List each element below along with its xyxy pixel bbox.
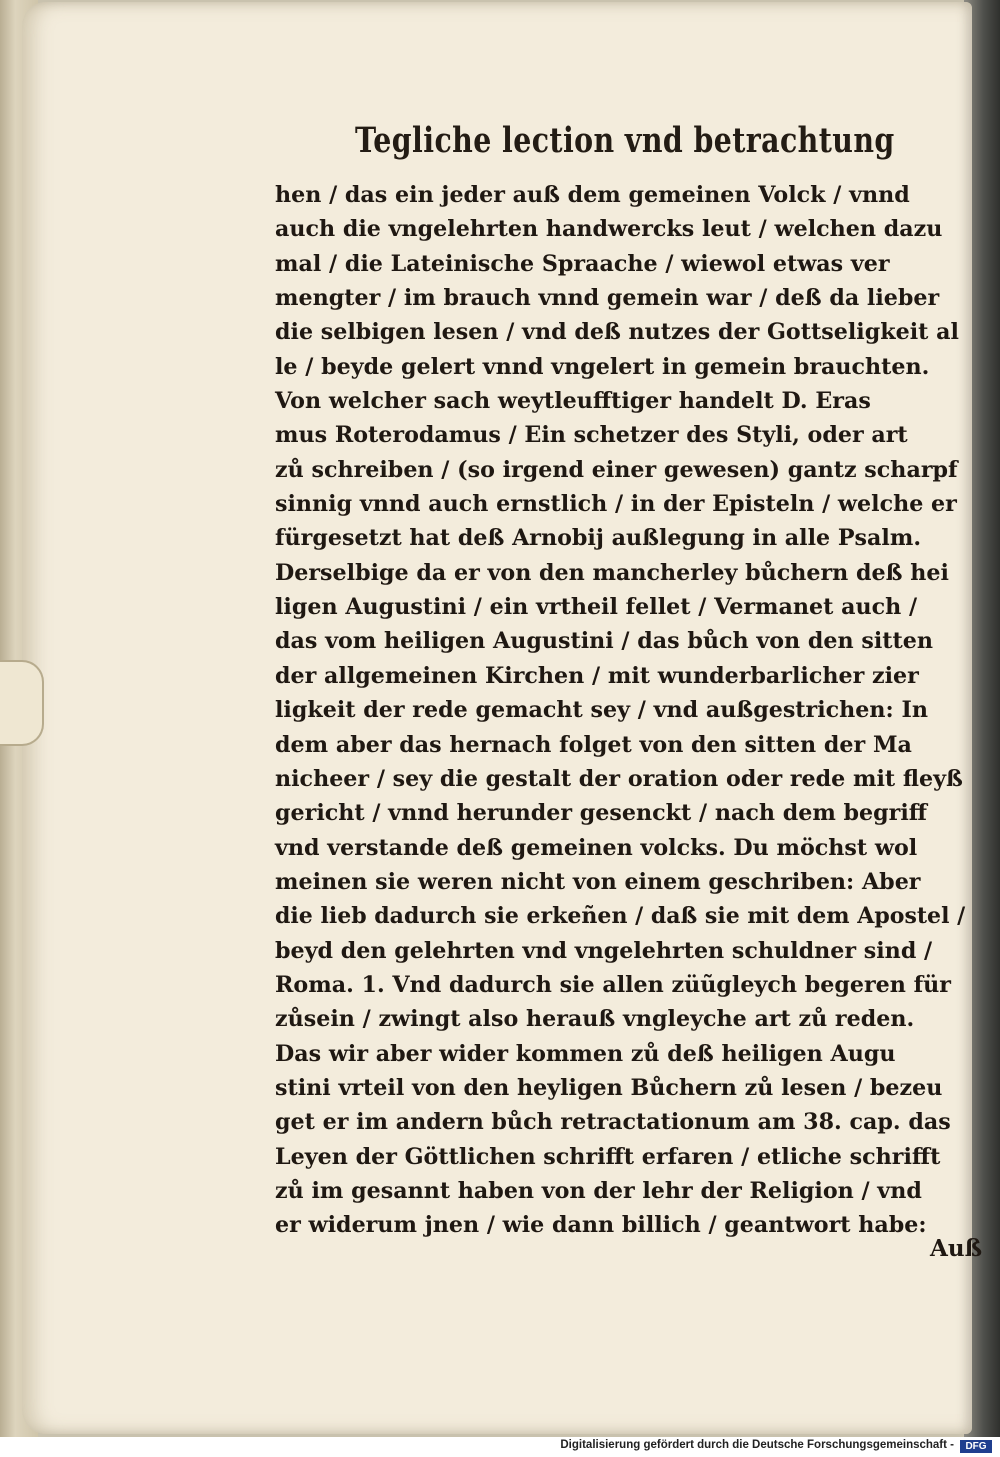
page-tab-marker bbox=[0, 660, 44, 746]
text-line: get er im andern bůch retractationum am 38. cap. das bbox=[275, 1109, 951, 1136]
text-line: zůsein / zwingt also herauß vngleyche art zů reden. bbox=[275, 1006, 915, 1033]
running-head: Tegliche lection vnd betrachtung bbox=[355, 120, 895, 161]
text-line: die selbigen lesen / vnd deß nutzes der Gottseligkeit al bbox=[275, 319, 959, 346]
text-line: meinen sie weren nicht von einem geschriben: Aber bbox=[275, 868, 921, 895]
text-line: Roma. 1. Vnd dadurch sie allen züũgleych begeren für bbox=[275, 971, 951, 998]
text-line: hen / das ein jeder auß dem gemeinen Volck / vnnd bbox=[275, 182, 910, 208]
text-line: vnd verstande deß gemeinen volcks. Du möchst wol bbox=[275, 834, 918, 861]
body-text bbox=[275, 178, 975, 1243]
text-line: beyd den gelehrten vnd vngelehrten schuldner sind / bbox=[275, 937, 933, 964]
text-line: ligen Augustini / ein vrtheil fellet / Vermanet auch / bbox=[275, 594, 918, 621]
text-line: er widerum jnen / wie dann billich / geantwort habe: bbox=[275, 1212, 927, 1239]
text-line: stini vrteil von den heyligen Bůchern zů lesen / bezeu bbox=[275, 1074, 943, 1101]
text-line: mengter / im brauch vnnd gemein war / deß da lieber bbox=[275, 285, 940, 312]
text-line: auch die vngelehrten handwercks leut / welchen dazu bbox=[275, 216, 943, 243]
text-line: ligkeit der rede gemacht sey / vnd außgestrichen: In bbox=[275, 697, 928, 724]
text-line: mus Roterodamus / Ein schetzer des Styli, oder art bbox=[275, 422, 908, 449]
text-line: zů im gesannt haben von der lehr der Religion / vnd bbox=[275, 1177, 922, 1204]
text-line: nicheer / sey die gestalt der oration oder rede mit fleyß bbox=[275, 765, 963, 792]
text-line: das vom heiligen Augustini / das bůch von den sitten bbox=[275, 628, 934, 655]
text-line: Leyen der Göttlichen schrifft erfaren / etliche schrifft bbox=[275, 1143, 941, 1170]
text-line: die lieb dadurch sie erkeñen / daß sie mit dem Apostel / bbox=[275, 903, 966, 930]
text-line: dem aber das hernach folget von den sitten der Ma bbox=[275, 731, 912, 758]
text-line: Von welcher sach weytleufftiger handelt D. Eras bbox=[275, 388, 871, 415]
text-line: gericht / vnnd herunder gesenckt / nach dem begriff bbox=[275, 800, 927, 827]
text-line: mal / die Lateinische Spraache / wiewol etwas ver bbox=[275, 250, 890, 277]
text-line: der allgemeinen Kirchen / mit wunderbarlicher zier bbox=[275, 662, 919, 689]
text-line: le / beyde gelert vnnd vngelert in gemein brauchten. bbox=[275, 353, 930, 380]
text-line: sinnig vnnd auch ernstlich / in der Episteln / welche er bbox=[275, 491, 957, 518]
text-line: fürgesetzt hat deß Arnobij außlegung in alle Psalm. bbox=[275, 525, 922, 552]
text-line: Das wir aber wider kommen zů deß heiligen Augu bbox=[275, 1040, 896, 1067]
funding-credit: Digitalisierung gefördert durch die Deutsche Forschungsgemeinschaft - bbox=[560, 1439, 954, 1451]
footer-bar bbox=[0, 1437, 1000, 1457]
text-line: zů schreiben / (so irgend einer gewesen) gantz scharpf bbox=[275, 456, 958, 483]
catchword: Auß bbox=[930, 1235, 983, 1262]
text-line: Derselbige da er von den mancherley bůchern deß hei bbox=[275, 559, 949, 586]
dfg-logo: DFG bbox=[960, 1440, 992, 1453]
